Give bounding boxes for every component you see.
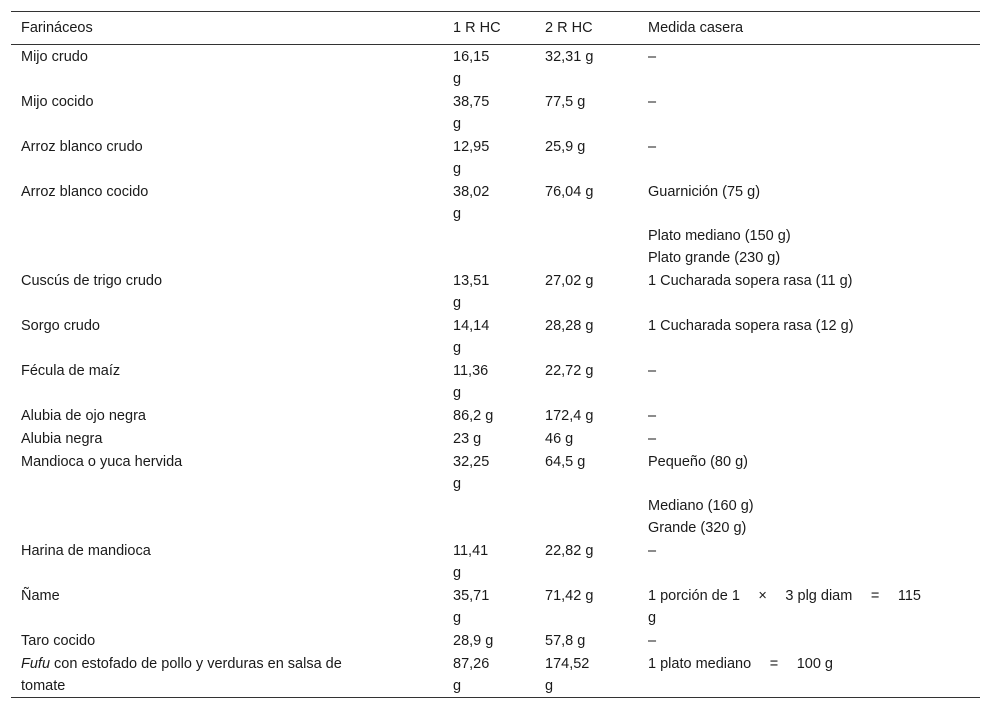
food-name: Ñame <box>21 588 60 604</box>
r1-value-line: 87,26 <box>453 656 490 672</box>
header-row <box>11 12 980 45</box>
header-farinaceos: Farináceos <box>11 12 443 45</box>
r1-value <box>443 584 535 629</box>
table <box>11 12 980 697</box>
r1-value <box>443 314 535 359</box>
r2-value <box>535 45 638 91</box>
medida-casera-line: Guarnición (75 g) <box>648 184 761 200</box>
r2-value <box>535 180 638 269</box>
food-name: Fécula de maíz <box>21 363 121 379</box>
medida-casera <box>638 652 980 697</box>
r1-value-line: 32,25 <box>453 454 490 470</box>
r2-value-line: 27,02 g <box>545 273 594 289</box>
r2-value <box>535 539 638 584</box>
r2-value <box>535 584 638 629</box>
medida-casera <box>638 314 980 359</box>
medida-casera-line: g <box>648 610 657 626</box>
r2-value <box>535 427 638 450</box>
header-1rhc: 1 R HC <box>443 12 535 45</box>
medida-casera <box>638 629 980 652</box>
header-2rhc: 2 R HC <box>535 12 638 45</box>
table-row <box>11 359 980 404</box>
table-row <box>11 45 980 91</box>
table-row <box>11 90 980 135</box>
r1-value-line: 11,41 <box>453 543 489 559</box>
r1-value <box>443 539 535 584</box>
r1-value <box>443 652 535 697</box>
r1-value-line: g <box>453 565 462 581</box>
r1-value <box>443 359 535 404</box>
r1-value <box>443 404 535 427</box>
r1-value <box>443 180 535 269</box>
r2-value-line: 77,5 g <box>545 94 586 110</box>
r2-value-line: 174,52 <box>545 656 590 672</box>
medida-casera-line: Pequeño (80 g) <box>648 454 748 470</box>
r2-value-line: g <box>545 678 554 694</box>
food-name: Harina de mandioca <box>21 543 151 559</box>
medida-casera-line: – <box>648 408 657 424</box>
table-row <box>11 629 980 652</box>
food-name: Alubia de ojo negra <box>21 408 146 424</box>
table-row <box>11 652 980 697</box>
r1-value-line: 14,14 <box>453 318 490 334</box>
medida-casera <box>638 359 980 404</box>
r1-value-line: g <box>453 295 462 311</box>
r2-value-line: 28,28 g <box>545 318 594 334</box>
r1-value-line: 38,02 <box>453 184 490 200</box>
medida-casera <box>638 90 980 135</box>
r1-value-line: 11,36 <box>453 363 489 379</box>
medida-casera <box>638 45 980 91</box>
r1-value-line: 86,2 g <box>453 408 494 424</box>
medida-casera <box>638 269 980 314</box>
medida-casera <box>638 180 980 269</box>
r1-value-line: 35,71 <box>453 588 490 604</box>
medida-casera-line: – <box>648 139 657 155</box>
medida-casera <box>638 404 980 427</box>
medida-casera-line: – <box>648 633 657 649</box>
food-name-rest: tomate <box>21 678 66 694</box>
r1-value <box>443 45 535 91</box>
medida-casera-line: 1 Cucharada sopera rasa (11 g) <box>648 273 853 289</box>
r2-value-line: 172,4 g <box>545 408 594 424</box>
food-name-italic: Fufu <box>21 656 51 672</box>
medida-casera-line: Grande (320 g) <box>648 520 747 536</box>
r1-value <box>443 427 535 450</box>
r1-value <box>443 90 535 135</box>
r2-value-line: 32,31 g <box>545 49 594 65</box>
r2-value <box>535 90 638 135</box>
medida-casera <box>638 450 980 539</box>
r2-value <box>535 404 638 427</box>
r1-value-line: g <box>453 116 462 132</box>
food-name: Taro cocido <box>21 633 96 649</box>
medida-casera <box>638 135 980 180</box>
r2-value-line: 57,8 g <box>545 633 586 649</box>
r1-value <box>443 629 535 652</box>
r1-value-line: g <box>453 476 462 492</box>
r2-value <box>535 269 638 314</box>
food-name: Alubia negra <box>21 431 103 447</box>
table-row <box>11 269 980 314</box>
medida-casera-line: Plato mediano (150 g) <box>648 228 791 244</box>
medida-casera-line: – <box>648 363 657 379</box>
food-name: Cuscús de trigo crudo <box>21 273 163 289</box>
medida-casera-line: Mediano (160 g) <box>648 498 754 514</box>
r1-value <box>443 450 535 539</box>
table-row <box>11 450 980 539</box>
food-name: Mijo cocido <box>21 94 94 110</box>
table-row <box>11 404 980 427</box>
table-row <box>11 135 980 180</box>
r1-value-line: g <box>453 161 462 177</box>
table-row <box>11 314 980 359</box>
food-name <box>11 652 443 697</box>
medida-casera-line: – <box>648 431 657 447</box>
medida-casera <box>638 427 980 450</box>
r2-value <box>535 450 638 539</box>
food-name: Mandioca o yuca hervida <box>21 454 183 470</box>
r1-value-line: g <box>453 610 462 626</box>
r2-value <box>535 359 638 404</box>
food-name-rest: con estofado de pollo y verduras en salsa de <box>50 656 342 672</box>
r1-value-line: 12,95 <box>453 139 490 155</box>
r1-value-line: g <box>453 340 462 356</box>
header-medida: Medida casera <box>638 12 980 45</box>
r1-value-line: 38,75 <box>453 94 490 110</box>
r1-value-line: 23 g <box>453 431 482 447</box>
medida-casera-line: – <box>648 49 657 65</box>
medida-casera <box>638 539 980 584</box>
r2-value-line: 22,82 g <box>545 543 594 559</box>
table-row <box>11 427 980 450</box>
r2-value-line: 22,72 g <box>545 363 594 379</box>
medida-casera-line: 1 Cucharada sopera rasa (12 g) <box>648 318 854 334</box>
medida-casera <box>638 584 980 629</box>
medida-casera-line: 1 plato mediano = 100 g <box>648 656 833 672</box>
r1-value-line: g <box>453 385 462 401</box>
medida-casera-line: Plato grande (230 g) <box>648 250 781 266</box>
medida-casera-line: 1 porción de 1 × 3 plg diam = 115 <box>648 588 921 604</box>
table-row <box>11 180 980 269</box>
food-name: Sorgo crudo <box>21 318 100 334</box>
r1-value-line: g <box>453 71 462 87</box>
r2-value-line: 64,5 g <box>545 454 586 470</box>
medida-casera-line <box>648 473 980 495</box>
r2-value <box>535 314 638 359</box>
r1-value-line: g <box>453 206 462 222</box>
r1-value-line: g <box>453 678 462 694</box>
r1-value <box>443 269 535 314</box>
table-row <box>11 539 980 584</box>
r1-value-line: 16,15 <box>453 49 490 65</box>
r2-value-line: 76,04 g <box>545 184 594 200</box>
r2-value <box>535 135 638 180</box>
r1-value-line: 13,51 <box>453 273 490 289</box>
r2-value <box>535 629 638 652</box>
medida-casera-line: – <box>648 543 657 559</box>
r2-value <box>535 652 638 697</box>
food-name: Arroz blanco crudo <box>21 139 143 155</box>
r1-value-line: 28,9 g <box>453 633 494 649</box>
table-row <box>11 584 980 629</box>
r1-value <box>443 135 535 180</box>
food-name: Arroz blanco cocido <box>21 184 149 200</box>
r2-value-line: 46 g <box>545 431 574 447</box>
r2-value-line: 71,42 g <box>545 588 594 604</box>
medida-casera-line: – <box>648 94 657 110</box>
nutrition-table <box>11 11 980 698</box>
r2-value-line: 25,9 g <box>545 139 586 155</box>
medida-casera-line <box>648 203 980 225</box>
food-name: Mijo crudo <box>21 49 88 65</box>
